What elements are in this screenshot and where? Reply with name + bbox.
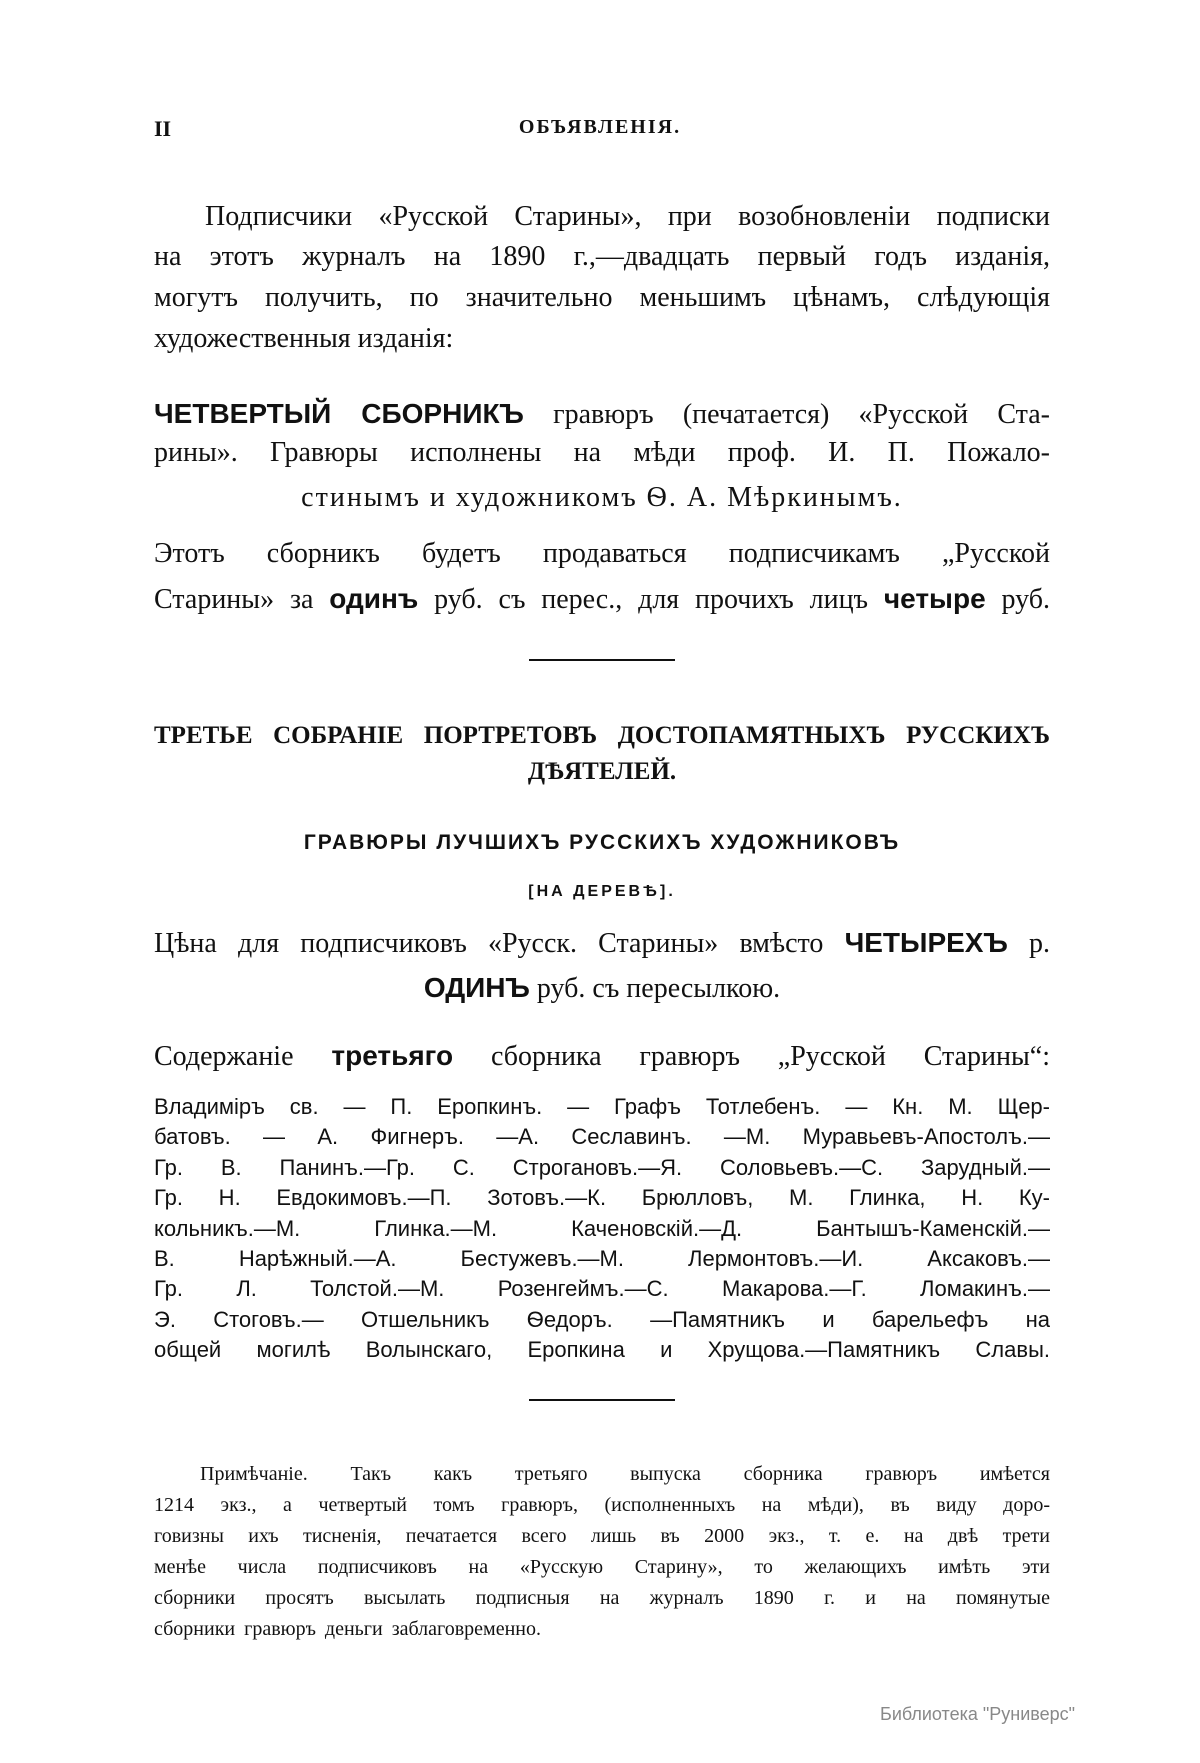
- section-title: ДѢЯТЕЛЕЙ.: [527, 758, 677, 785]
- text-segment: Старины» за: [154, 584, 330, 615]
- emphasis: ЧЕТЫРЕХЪ: [844, 927, 1008, 958]
- emphasis: ОДИНЪ: [423, 972, 530, 1003]
- section-title: ТРЕТЬЕ СОБРАНІЕ ПОРТРЕТОВЪ ДОСТОПАМЯТНЫХЪ РУССКИХЪ: [154, 722, 1050, 749]
- contents-line: Э. Стоговъ.— Отшельникъ Ѳедоръ. —Памятникъ и барельефъ на: [154, 1306, 1050, 1332]
- section-subtitle: ГРАВЮРЫ ЛУЧШИХЪ РУССКИХЪ ХУДОЖНИКОВЪ: [303, 831, 901, 854]
- text-segment: гравюръ (печатается) «Русской Ста-: [523, 399, 1050, 430]
- text-segment: Этотъ сборникъ будетъ продаваться подписчикамъ „Русской: [154, 538, 1050, 569]
- divider: [529, 1399, 675, 1401]
- text-segment: стинымъ и художникомъ Ѳ. А. Мѣркинымъ.: [301, 482, 903, 513]
- text-segment: сборника гравюръ „Русской Старины“:: [453, 1041, 1050, 1072]
- emphasis: четыре: [883, 583, 986, 614]
- text-line: [154, 538, 1050, 570]
- text-line: [154, 437, 1050, 469]
- text-line: [154, 398, 1050, 431]
- contents-line: батовъ. — А. Фигнеръ. —А. Сеславинъ. —М. Муравьевъ-Апостолъ.—: [154, 1124, 1050, 1150]
- running-title: ОБЪЯВЛЕНІЯ.: [518, 116, 682, 138]
- library-watermark: Библиотека "Руниверс": [880, 1704, 1076, 1724]
- text-line: художественныя изданія:: [154, 323, 454, 354]
- note-line: сборники гравюръ деньги заблаговременно.: [154, 1618, 541, 1640]
- text-segment: Содержаніе: [154, 1041, 332, 1072]
- note-line: говизны ихъ тисненія, печатается всего лишь въ 2000 экз., т. е. на двѣ трети: [154, 1525, 1050, 1547]
- note-line: менѣе числа подписчиковъ на «Русскую Старину», то желающихъ имѣть эти: [154, 1556, 1050, 1578]
- contents-line: Гр. В. Панинъ.—Гр. С. Строгановъ.—Я. Соловьевъ.—С. Зарудный.—: [154, 1154, 1050, 1180]
- emphasis: ЧЕТВЕРТЫЙ СБОРНИКЪ: [154, 398, 524, 429]
- material-note: [НА ДЕРЕВѢ].: [528, 883, 676, 900]
- text-line: [154, 583, 1050, 616]
- text-segment: рины». Гравюры исполнены на мѣди проф. И. П. Пожало-: [154, 437, 1050, 468]
- text-line: [154, 972, 1050, 1005]
- contents-line: Гр. Н. Евдокимовъ.—П. Зотовъ.—К. Брюлловъ, М. Глинка, Н. Ку-: [154, 1185, 1050, 1211]
- page-number: II: [154, 116, 172, 141]
- text-line: на этотъ журналъ на 1890 г.,—двадцать первый годъ изданія,: [154, 241, 1050, 272]
- text-line: [154, 482, 1050, 514]
- note-line: 1214 экз., а четвертый томъ гравюръ, (исполненныхъ на мѣди), въ виду доро-: [154, 1494, 1050, 1516]
- text-segment: руб. съ пересылкою.: [529, 973, 781, 1004]
- contents-line: общей могилѣ Волынскаго, Еропкина и Хрущова.—Памятникъ Славы.: [154, 1337, 1050, 1363]
- contents-line: Гр. Л. Толстой.—М. Розенгеймъ.—С. Макарова.—Г. Ломакинъ.—: [154, 1276, 1050, 1302]
- text-segment: Цѣна для подписчиковъ «Русск. Старины» вмѣсто: [154, 928, 845, 959]
- text-line: [154, 927, 1050, 960]
- contents-line: Владимiръ св. — П. Еропкинъ. — Графъ Тотлебенъ. — Кн. М. Щер-: [154, 1094, 1050, 1119]
- emphasis: третьяго: [331, 1040, 454, 1071]
- text-line: могутъ получить, по значительно меньшимъ цѣнамъ, слѣдующія: [154, 282, 1050, 313]
- note-line: сборники просятъ высылать подписныя на журналъ 1890 г. и на помянутые: [154, 1587, 1050, 1609]
- text-line: Подписчики «Русской Старины», при возобновленіи подписки: [205, 201, 1050, 232]
- text-line: [154, 1040, 1050, 1073]
- contents-line: кольникъ.—М. Глинка.—М. Каченовскiй.—Д. Бантышъ-Каменскiй.—: [154, 1215, 1050, 1241]
- text-segment: р.: [1007, 928, 1051, 959]
- note-line: Примѣчаніе. Такъ какъ третьяго выпуска сборника гравюръ имѣется: [200, 1463, 1050, 1485]
- text-segment: руб. съ перес., для прочихъ лицъ: [418, 584, 884, 615]
- contents-line: В. Нарѣжный.—А. Бестужевъ.—М. Лермонтовъ.—И. Аксаковъ.—: [154, 1246, 1050, 1271]
- divider: [529, 659, 675, 661]
- emphasis: одинъ: [329, 583, 419, 614]
- text-segment: руб.: [985, 584, 1050, 615]
